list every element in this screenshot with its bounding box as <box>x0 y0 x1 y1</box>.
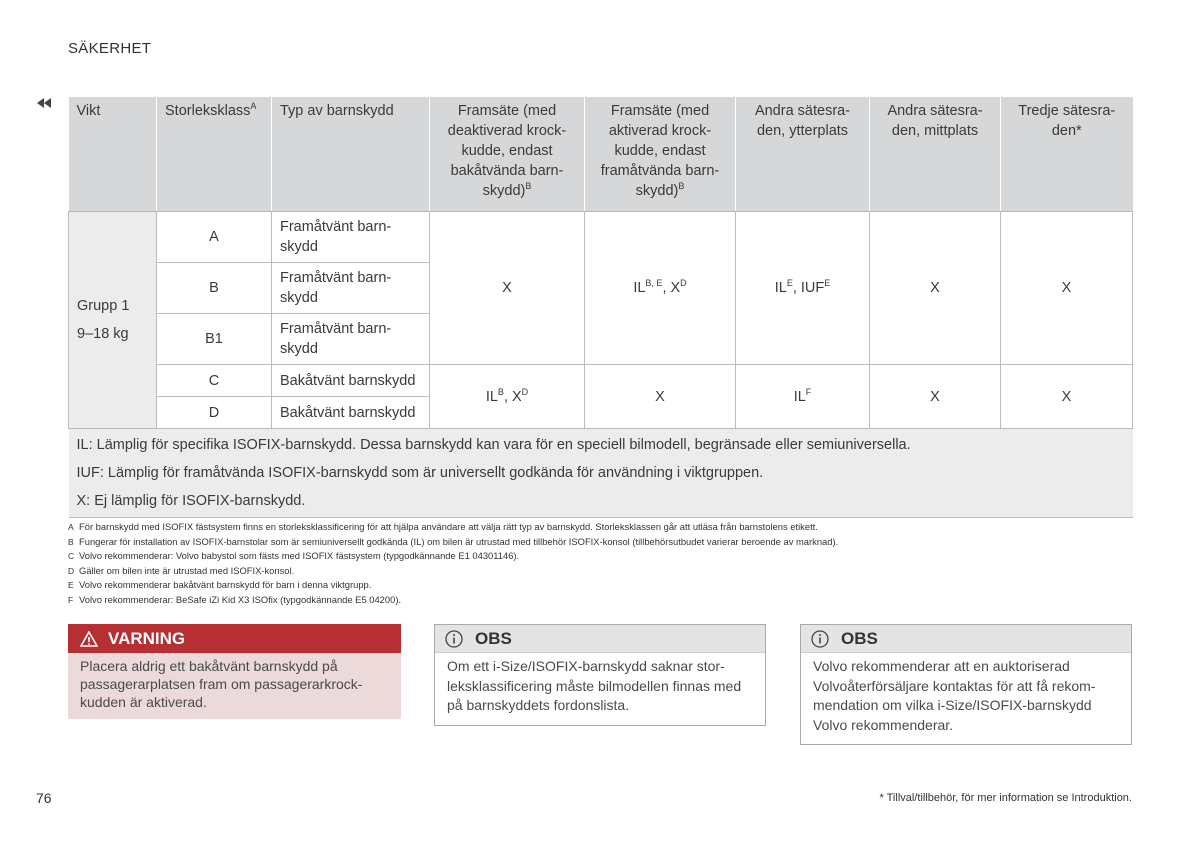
seat-type-cell: Bakåtvänt barnskydd <box>272 397 430 429</box>
note-text: Volvo rekommenderar att en auktoriserad Volvoåterförsäljare kontaktas för att få rekom-mendation om vilka i-Size/ISOFIX-barnskydd Volvo rekommenderar. <box>813 658 1096 733</box>
note-title: OBS <box>841 628 878 648</box>
size-class-cell: B1 <box>157 314 272 365</box>
forward-front-deactivated-cell: X <box>430 212 585 365</box>
note-text: Om ett i-Size/ISOFIX-barnskydd saknar stor-leksklassificering måste bilmodellen finnas med på barnskyddets fordonslista. <box>447 658 742 713</box>
legend-line: X: Ej lämplig för ISOFIX-barnskydd. <box>76 493 306 509</box>
header-weight: Vikt <box>69 97 157 212</box>
footnote: A För barnskydd med ISOFIX fästsystem finns en storleksklassificering för att hjälpa användare att välja rätt typ av barnskydd. Storleksklassen går att utläsa från barnstolens etikett. <box>68 521 818 532</box>
footnote: B Fungerar för installation av ISOFIX-barnstolar som är semiuniversellt godkända (IL) om bilen är utrustad med tillbehör ISOFIX-konsol (tillbehörsutbudet varierar beroende av marknad). <box>68 535 839 547</box>
seat-type-cell: Framåtvänt barn-skydd <box>272 212 430 263</box>
double-left-arrow-icon[interactable] <box>36 97 52 109</box>
table-row <box>69 212 1133 263</box>
size-class-cell: D <box>157 397 272 429</box>
warning-header <box>68 624 401 653</box>
footnote: D Gäller om bilen inte är utrustad med ISOFIX-konsol. <box>68 564 295 576</box>
forward-third-row-cell: X <box>1001 212 1133 365</box>
header-seat-type: Typ av barnskydd <box>272 97 430 212</box>
size-class-cell: A <box>157 212 272 263</box>
seat-type-cell: Framåtvänt barn-skydd <box>272 314 430 365</box>
warning-triangle-icon <box>80 631 98 647</box>
rearward-second-outer-cell: $IL^F$ <box>736 365 870 429</box>
group-cell <box>69 212 157 429</box>
forward-second-outer-cell: $IL^E$, $IUF^E$ <box>736 212 870 365</box>
legend-line: IL: Lämplig för specifika ISOFIX-barnskydd. Dessa barnskydd kan vara för en speciell bilmodell, begränsade eller semiuniversella. <box>76 437 911 453</box>
warning-title: VARNING <box>108 628 186 648</box>
note-box <box>800 624 1132 745</box>
rearward-third-row-cell: X <box>1001 365 1133 429</box>
group-label: Grupp 1 <box>77 298 130 314</box>
group-weight: 9–18 kg <box>77 326 129 342</box>
header-second-middle: Andra sätesra-den, mittplats <box>870 97 1001 212</box>
footnote: F Volvo rekommenderar: BeSafe iZi Kid X3 ISOfix (typgodkännande E5 04200). <box>68 593 402 605</box>
legend-cell <box>69 429 1133 518</box>
isofix-table <box>68 97 1133 518</box>
header-front-activated: Framsäte (med aktiverad krock-kudde, endast framåtvända barn-skydd)$^B$ <box>585 97 736 212</box>
page-number: 76 <box>36 790 52 806</box>
footnote: C Volvo rekommenderar: Volvo babystol som fästs med ISOFIX fästsystem (typgodkännande E1 04301146). <box>68 550 520 561</box>
note-header <box>435 625 765 653</box>
seat-type-cell: Bakåtvänt barnskydd <box>272 365 430 397</box>
legend-line: IUF: Lämplig för framåtvända ISOFIX-barnskydd som är universellt godkända för användning i viktgruppen. <box>76 465 764 481</box>
rearward-second-middle-cell: X <box>870 365 1001 429</box>
rearward-front-activated-cell: X <box>585 365 736 429</box>
header-second-outer: Andra sätesra-den, ytterplats <box>736 97 870 212</box>
table-header-row <box>69 97 1133 212</box>
note-title: OBS <box>475 628 512 648</box>
rearward-front-deactivated-cell: $IL^B$, $X^D$ <box>430 365 585 429</box>
size-class-cell: C <box>157 365 272 397</box>
footnote: E Volvo rekommenderar bakåtvänt barnskydd för barn i denna viktgrupp. <box>68 579 372 590</box>
warning-text: Placera aldrig ett bakåtvänt barnskydd på passagerarplatsen fram om passagerarkrock-kudden är aktiverad. <box>80 658 363 710</box>
seat-type-cell: Framåtvänt barn-skydd <box>272 263 430 314</box>
footnotes <box>68 520 1132 607</box>
info-circle-icon <box>811 630 829 648</box>
info-circle-icon <box>445 630 463 648</box>
header-third-row: Tredje sätesra-den* <box>1001 97 1133 212</box>
forward-front-activated-cell: $IL^{B, E}$, $X^D$ <box>585 212 736 365</box>
section-title: SÄKERHET <box>68 40 152 57</box>
size-class-cell: B <box>157 263 272 314</box>
warning-box <box>68 624 401 719</box>
footer-note: * Tillval/tillbehör, för mer information se Introduktion. <box>879 792 1132 804</box>
legend-row <box>69 429 1133 518</box>
header-size-class: Storleksklass$^A$ <box>157 97 272 212</box>
table-row <box>69 365 1133 397</box>
note-box <box>434 624 766 726</box>
header-front-deactivated: Framsäte (med deaktiverad krock-kudde, endast bakåtvända barn-skydd)$^B$ <box>430 97 585 212</box>
forward-second-middle-cell: X <box>870 212 1001 365</box>
note-header <box>801 625 1131 653</box>
